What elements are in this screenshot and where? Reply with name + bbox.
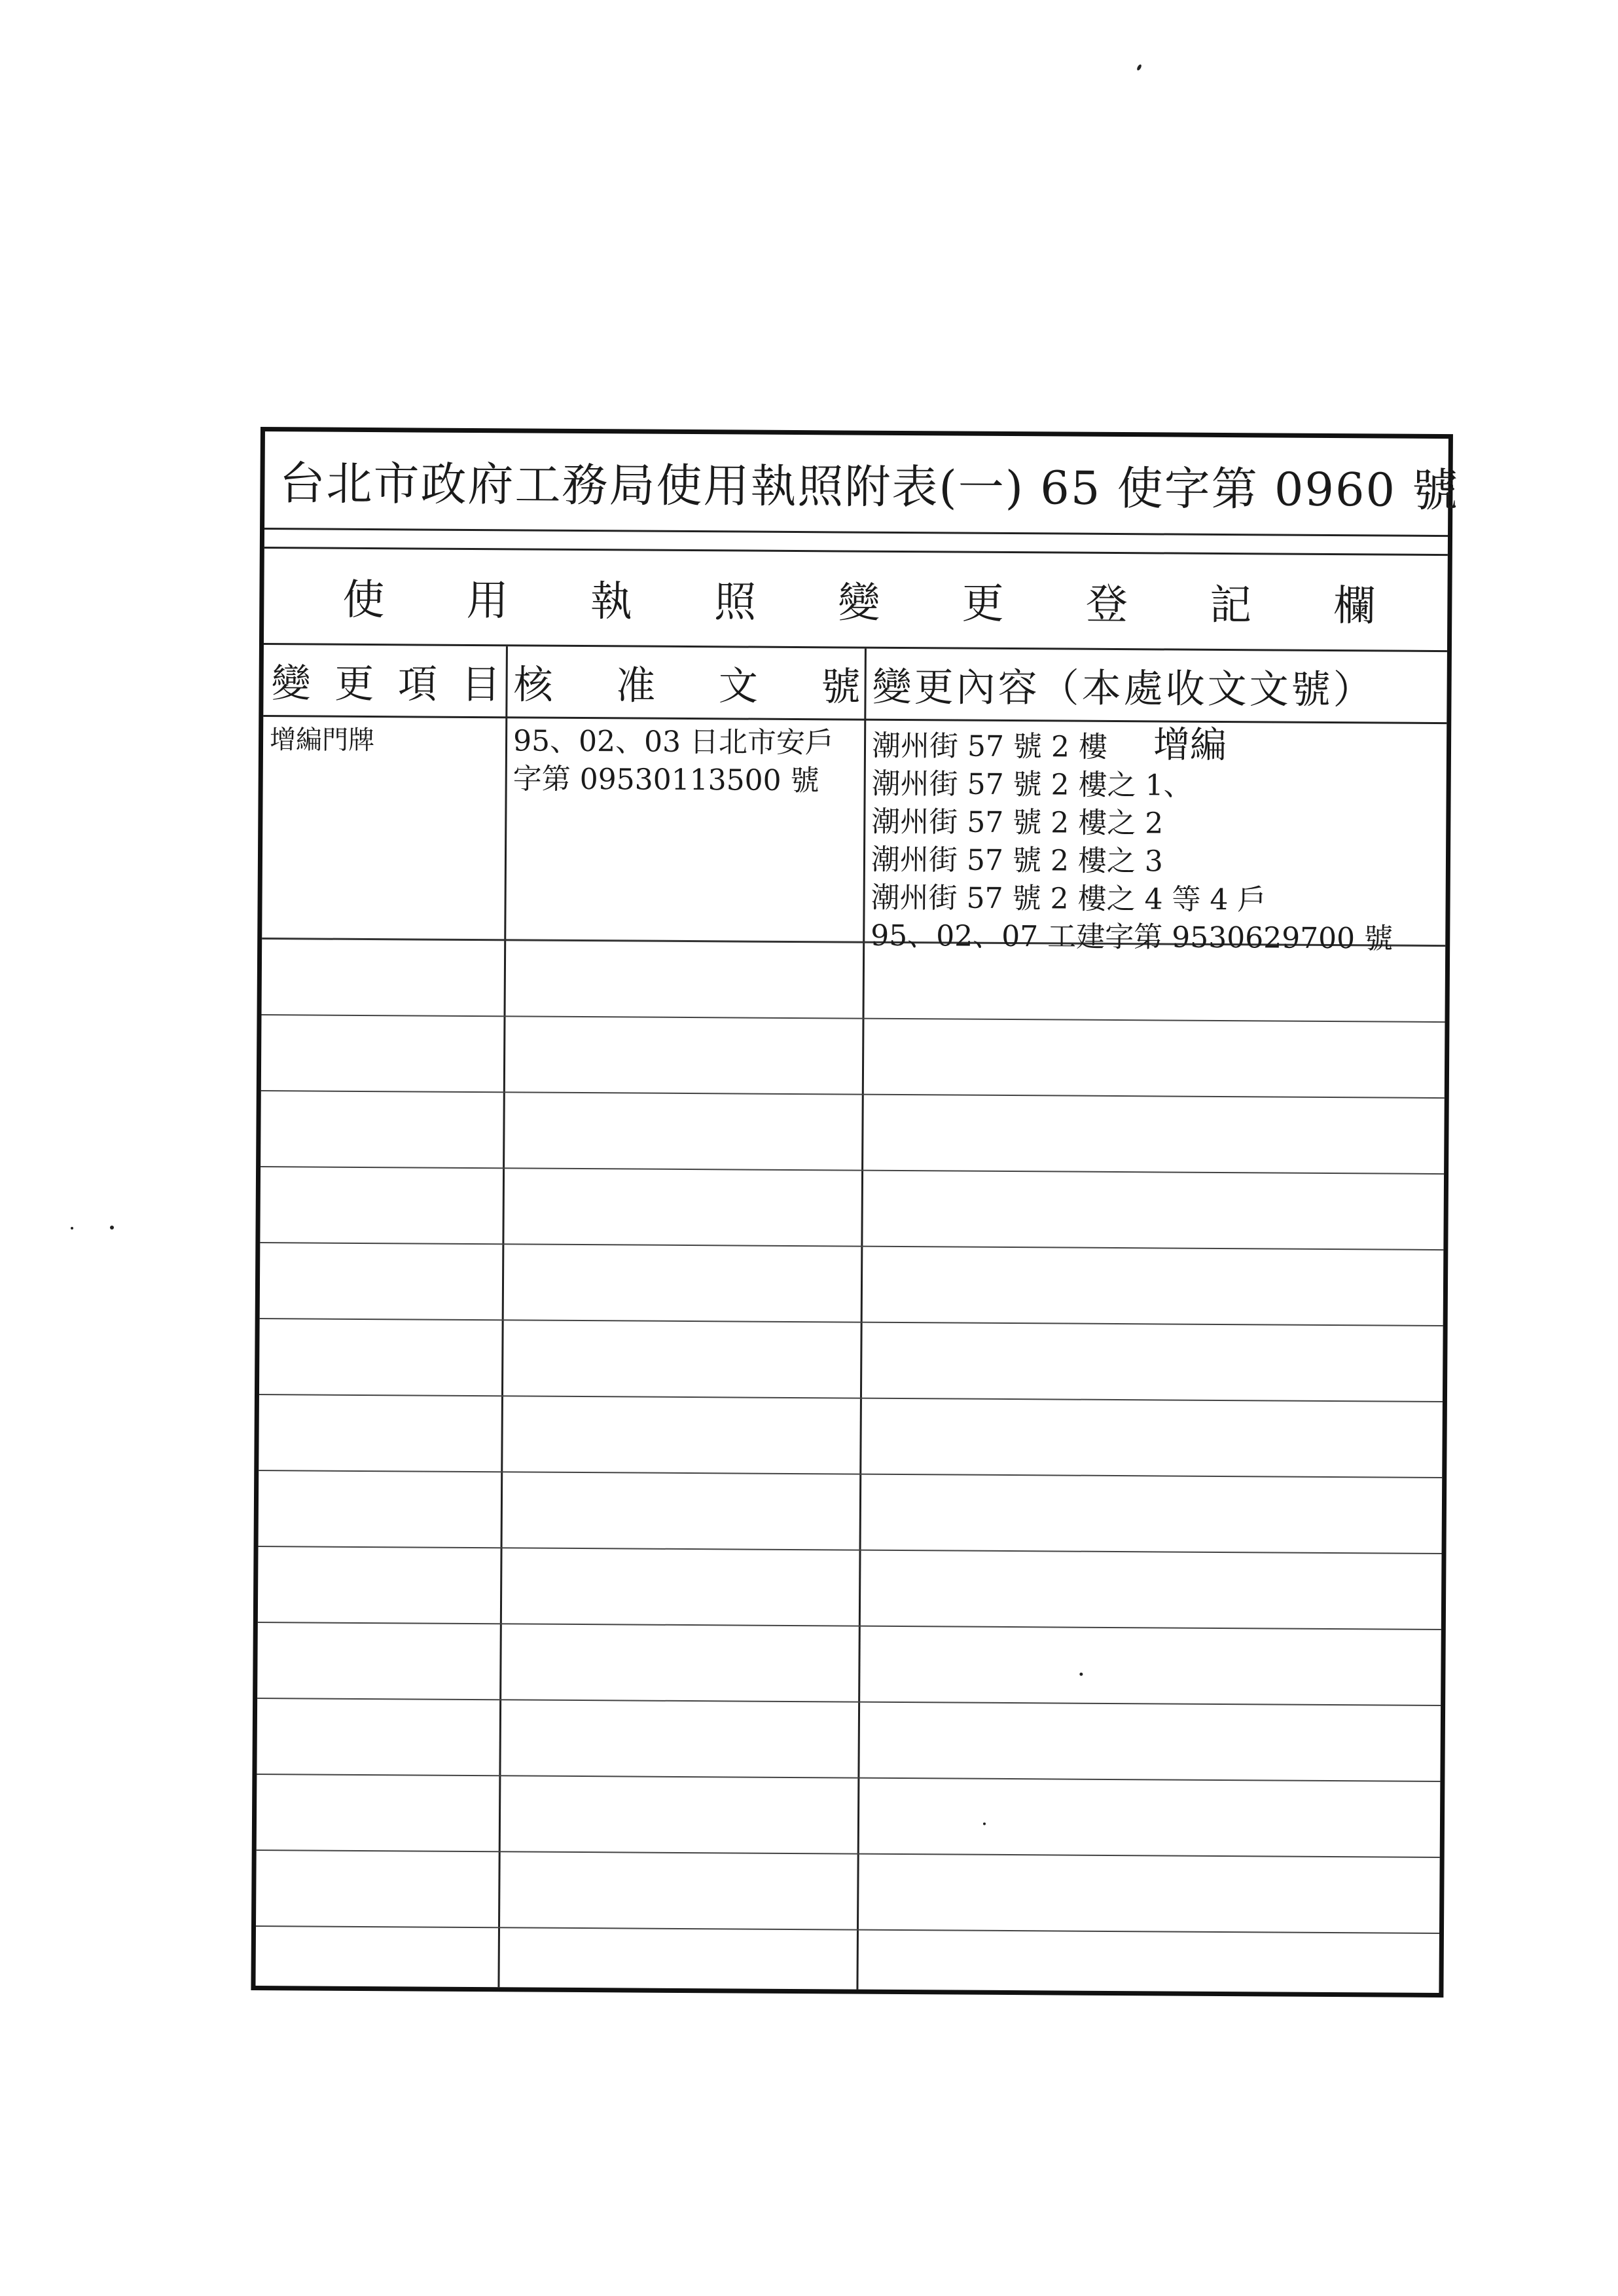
subtitle-char: 照 [713, 578, 757, 627]
subtitle-char: 變 [838, 579, 880, 628]
table-row-empty [259, 1471, 1443, 1554]
scan-speck [1136, 64, 1142, 71]
cell-change-content [864, 721, 1447, 956]
content-line: 潮州街 57 號 2 樓之 1、 [871, 767, 1193, 803]
table-row-empty [260, 1243, 1444, 1326]
cell-change-item: 增編門牌 [269, 725, 375, 756]
form-title-text: 台北市政府工務局使用執照附表(一) 65 使字第 0960 號 [279, 456, 1460, 518]
table-row-empty [257, 1699, 1441, 1782]
header-change-item: 變 更 項 目 [271, 660, 501, 708]
subtitle-char: 欄 [1333, 582, 1376, 631]
table-row-empty [262, 939, 1446, 1023]
table-row-empty [261, 1091, 1445, 1175]
table-row [262, 717, 1447, 956]
approval-line: 字第 09530113500 號 [512, 762, 819, 798]
subtitle-char: 執 [590, 577, 633, 627]
table-body [255, 717, 1447, 1993]
scan-speck [983, 1823, 986, 1825]
approval-line: 95、02、03 日北市安戶 [512, 724, 835, 760]
table-row-empty [256, 1851, 1440, 1934]
subtitle-char: 更 [962, 579, 1004, 629]
table-row-empty [261, 1015, 1445, 1099]
content-line: 潮州街 57 號 2 樓之 4 等 4 戶 [871, 881, 1267, 917]
usage-license-form [251, 427, 1460, 1997]
content-line: 潮州街 57 號 2 樓 增編 [871, 723, 1227, 767]
subtitle-char: 登 [1085, 580, 1128, 630]
table-row-empty [258, 1547, 1442, 1630]
scan-speck [110, 1226, 114, 1230]
content-line: 95、02、07 工建字第 9530629700 號 [871, 919, 1393, 956]
form-subtitle [264, 547, 1448, 652]
table-row-empty [259, 1395, 1443, 1478]
table-row-empty [260, 1167, 1444, 1250]
cell-approval-number [505, 718, 865, 941]
table-row-empty [259, 1319, 1443, 1402]
subtitle-char: 用 [466, 576, 509, 626]
subtitle-char: 使 [342, 575, 385, 625]
header-approval-number: 核 准 文 號 [513, 661, 861, 710]
content-line: 潮州街 57 號 2 樓之 3 [871, 843, 1164, 879]
subtitle-char: 記 [1209, 581, 1252, 630]
header-change-content: 變更內容（本處收文文號） [872, 664, 1375, 713]
content-note: 增編 [1153, 723, 1227, 767]
form-title [264, 431, 1460, 537]
table-row-empty [257, 1623, 1441, 1706]
scan-speck [71, 1227, 73, 1230]
table-row-empty [257, 1775, 1441, 1858]
content-line: 潮州街 57 號 2 樓之 2 [871, 805, 1164, 841]
scan-speck [1079, 1673, 1083, 1676]
table-header [263, 645, 1447, 724]
